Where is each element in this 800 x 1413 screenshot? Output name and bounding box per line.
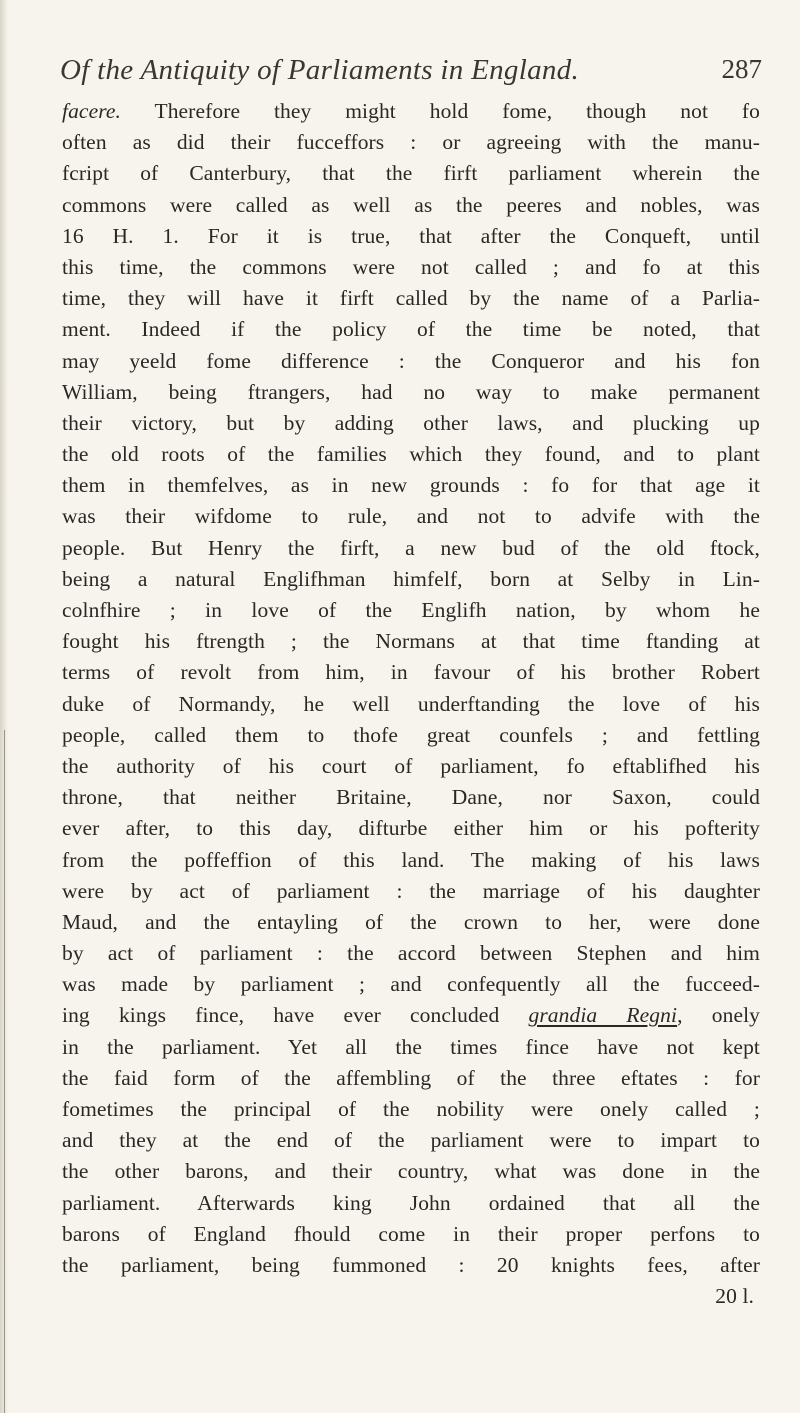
text-line — [62, 470, 760, 501]
text-segment: people, called them to thofe great counfels ; and fettling — [62, 722, 760, 747]
text-line — [62, 501, 760, 532]
text-line — [62, 845, 760, 876]
text-line — [62, 1063, 760, 1094]
text-segment: Maud, and the entayling of the crown to her, were done — [62, 909, 760, 934]
text-segment: , onely — [677, 1003, 761, 1028]
text-line — [62, 1032, 760, 1063]
text-segment: fought his ftrength ; the Normans at that time ftanding at — [62, 629, 760, 654]
text-segment: by act of parliament : the accord between Stephen and him — [62, 941, 760, 966]
text-segment: William, being ftrangers, had no way to make permanent — [62, 379, 760, 404]
text-segment: the parliament, being fummoned : 20 knights fees, after — [62, 1252, 760, 1277]
text-line — [62, 1156, 760, 1187]
text-segment: fometimes the principal of the nobility were onely called ; — [62, 1097, 760, 1121]
text-segment: ever after, to this day, difturbe either him or his pofterity — [62, 816, 760, 841]
text-segment: ing kings fince, have ever concluded — [62, 1003, 529, 1028]
text-segment: facere. — [62, 99, 121, 123]
text-line — [62, 876, 760, 907]
text-segment: ment. Indeed if the policy of the time be noted, that — [62, 317, 760, 342]
text-segment: 16 H. 1. For it is true, that after the Conqueft, until — [62, 223, 760, 248]
text-line — [62, 408, 760, 439]
text-line — [62, 1094, 760, 1125]
text-line — [62, 533, 760, 564]
text-line — [62, 158, 760, 189]
text-segment: this time, the commons were not called ; and fo at this — [62, 254, 760, 279]
text-line — [62, 564, 760, 595]
text-segment: 20 l. — [715, 1284, 754, 1309]
text-line — [62, 1219, 760, 1250]
text-segment: people. But Henry the firft, a new bud of the old ftock, — [62, 535, 760, 560]
text-line — [62, 190, 760, 221]
text-segment: the other barons, and their country, what was done in the — [62, 1159, 760, 1184]
text-segment: often as did their fucceffors : or agreeing with the manu- — [62, 130, 760, 155]
text-segment: the old roots of the families which they found, and to plant — [62, 442, 760, 467]
text-segment: the authority of his court of parliament, fo eftablifhed his — [62, 753, 760, 778]
text-line — [62, 1000, 760, 1031]
text-line — [62, 377, 760, 408]
text-line — [62, 221, 760, 252]
text-line — [62, 252, 760, 283]
text-line — [62, 969, 760, 1000]
text-segment: in the parliament. Yet all the times fince have not kept — [62, 1034, 760, 1059]
text-line — [62, 938, 760, 969]
text-segment: throne, that neither Britaine, Dane, nor Saxon, could — [62, 785, 760, 810]
text-segment: barons of England fhould come in their proper perfons to — [62, 1221, 760, 1246]
text-segment: their victory, but by adding other laws, and plucking up — [62, 410, 760, 435]
page-number: 287 — [721, 54, 762, 84]
text-line — [62, 1281, 760, 1312]
text-segment: being a natural Englifhman himfelf, born at Selby in Lin- — [62, 566, 760, 591]
binding-rule — [4, 730, 5, 1413]
text-line — [62, 96, 760, 127]
text-segment: fcript of Canterbury, that the firft parliament wherein the — [62, 161, 760, 186]
text-segment: time, they will have it firft called by the name of a Parlia- — [62, 286, 760, 311]
text-line — [62, 1125, 760, 1156]
body-text — [62, 96, 760, 1312]
text-segment: terms of revolt from him, in favour of his brother Robert — [62, 660, 760, 685]
text-segment: parliament. Afterwards king John ordained that all the — [62, 1190, 760, 1215]
text-segment: duke of Normandy, he well underftanding the love of his — [62, 691, 760, 716]
text-line — [62, 1250, 760, 1281]
text-line — [62, 346, 760, 377]
text-segment: them in themfelves, as in new grounds : fo for that age it — [62, 473, 760, 498]
text-segment: commons were called as well as the peeres and nobles, was — [62, 192, 760, 217]
text-segment: the faid form of the affembling of the three eftates : for — [62, 1065, 760, 1090]
text-segment: were by act of parliament : the marriage of his daughter — [62, 878, 760, 903]
running-title: Of the Antiquity of Parliaments in England. — [60, 54, 580, 86]
text-line — [62, 595, 760, 626]
text-segment: and they at the end of the parliament were to impart to — [62, 1128, 760, 1153]
text-segment: grandia Regni — [528, 1003, 678, 1028]
text-segment: from the poffeffion of this land. The making of his laws — [62, 847, 760, 872]
text-line — [62, 657, 760, 688]
text-line — [62, 813, 760, 844]
text-line — [62, 283, 760, 314]
text-line — [62, 314, 760, 345]
text-line — [62, 439, 760, 470]
text-line — [62, 1188, 760, 1219]
text-segment: may yeeld fome difference : the Conqueror and his fon — [62, 348, 760, 373]
text-line — [62, 127, 760, 158]
text-line — [62, 689, 760, 720]
text-segment: colnfhire ; in love of the Englifh nation, by whom he — [62, 598, 760, 622]
text-segment: Therefore they might hold fome, though not fo — [121, 99, 760, 123]
running-head — [60, 48, 760, 88]
text-segment: was made by parliament ; and confequently all the fucceed- — [62, 972, 760, 997]
text-segment: was their wifdome to rule, and not to advife with the — [62, 504, 760, 529]
text-line — [62, 907, 760, 938]
text-line — [62, 720, 760, 751]
text-line — [62, 782, 760, 813]
text-line — [62, 626, 760, 657]
text-line — [62, 751, 760, 782]
